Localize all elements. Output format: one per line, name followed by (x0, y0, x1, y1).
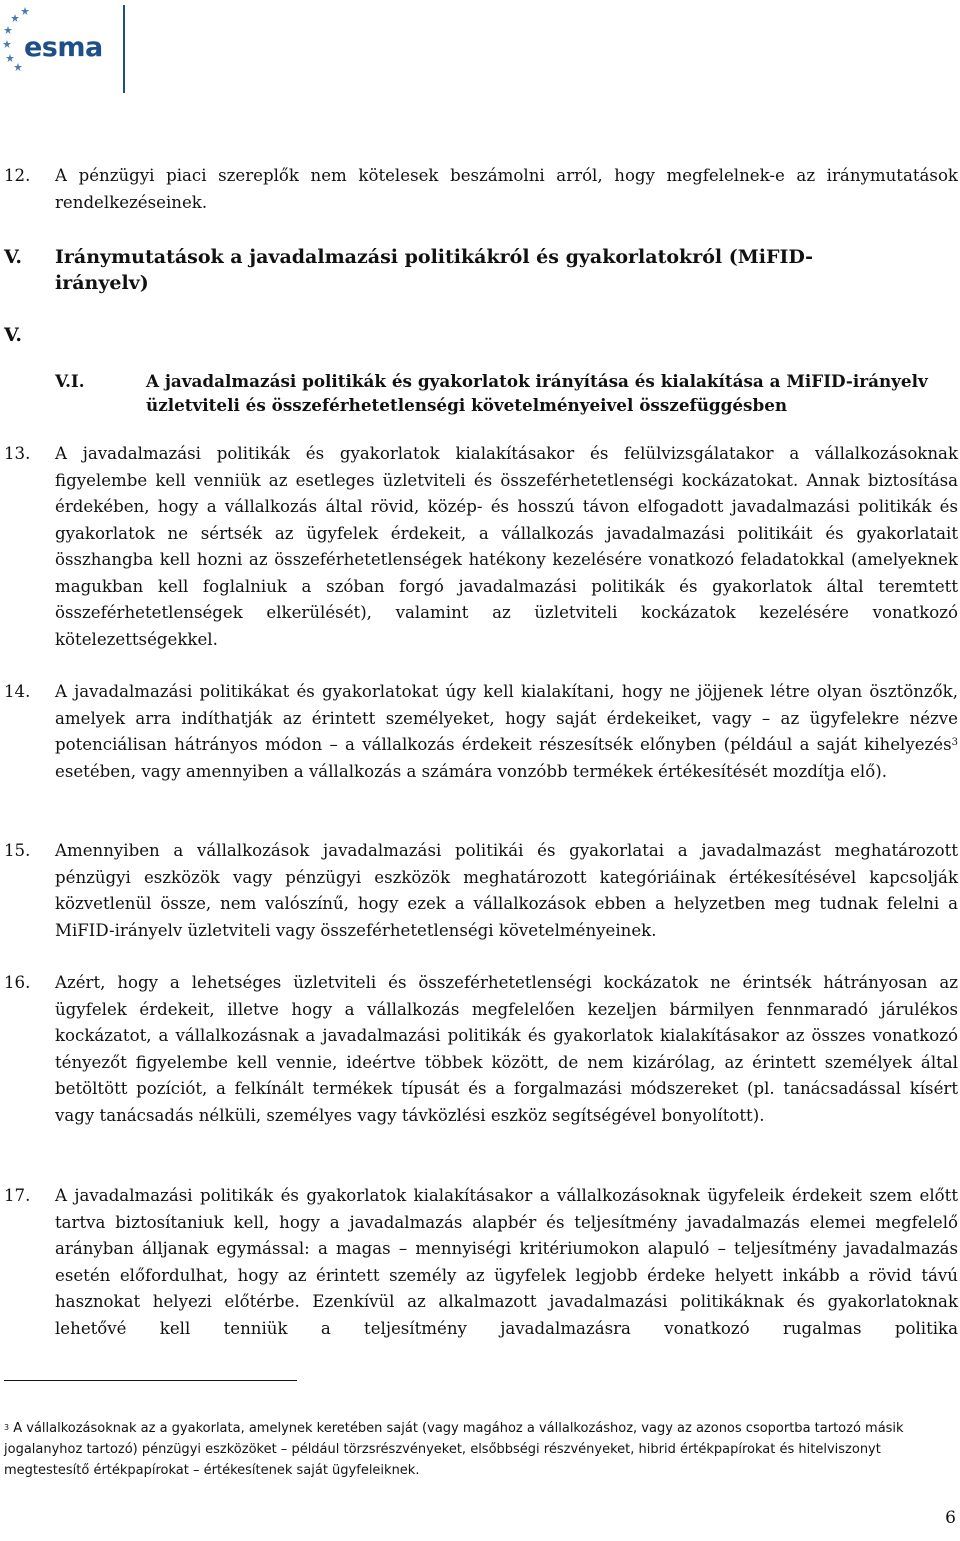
paragraph-number: 16. (4, 973, 31, 992)
paragraph-number: 12. (4, 166, 31, 185)
section-number: V. (4, 246, 23, 268)
section-title: Iránymutatások a javadalmazási politikákról és gyakorlatokról (MiFID-irányelv) (55, 246, 814, 294)
paragraph-number: 15. (4, 841, 31, 860)
section-stub-number: V. (4, 324, 23, 346)
logo-divider (123, 5, 125, 93)
paragraph-text: Amennyiben a vállalkozások javadalmazási politikái és gyakorlatai a javadalmazást meghatározott pénzügyi eszközök vagy pénzügyi eszközök meghatározott kategóriáinak értékesítésével kapcsolják közvetlenül össze, nem valószínű, hogy ezek a vállalkozások ebben a helyzetben meg tudnak felelni a MiFID-irányelv üzletviteli vagy összeférhetetlenségi követelményeinek. (55, 841, 958, 940)
footnote-separator (4, 1380, 297, 1381)
footnote (4, 1418, 954, 1481)
paragraph-text-part: A javadalmazási politikákat és gyakorlatokat úgy kell kialakítani, hogy ne jöjjenek létre olyan ösztönzők, amelyek arra indíthatják az érintett személyeket, hogy saját érdekeiket, vagy – az ügyfelekre nézve potenciálisan hátrányos módon – a vállalkozás érdekeit részesítsék előnyben (például a saját kihelyezés (55, 682, 958, 754)
footnote-marker: 3 (4, 1423, 10, 1432)
subsection-number: V.I. (55, 371, 85, 391)
page-number: 6 (945, 1508, 956, 1528)
paragraph-number: 13. (4, 444, 31, 463)
paragraph-number: 14. (4, 682, 31, 701)
logo-wordmark: esma (24, 32, 103, 63)
subsection-title: A javadalmazási politikák és gyakorlatok irányítása és kialakítása a MiFID-irányelv üzletviteli és összeférhetetlenségi követelményeivel összefüggésben (146, 371, 928, 415)
paragraph-text: A pénzügyi piaci szereplők nem kötelesek beszámolni arról, hogy megfelelnek-e az iránymutatások rendelkezéseinek. (55, 166, 958, 212)
footnote-text: A vállalkozásoknak az a gyakorlata, amelynek keretében saját (vagy magához a vállalkozáshoz, vagy az azonos csoportba tartozó másik jogalanyhoz tartozó) pénzügyi eszközöket – például törzsrészvényeket, elsőbbségi részvényeket, hibrid értékpapírokat és hitelviszonyt megtestesítő értékpapírokat – értékesítenek saját ügyfeleiknek. (4, 1421, 904, 1478)
paragraph-text (55, 679, 958, 785)
paragraph-text: A javadalmazási politikák és gyakorlatok kialakításakor és felülvizsgálatakor a vállalkozásoknak figyelembe kell venniük az esetleges üzletviteli és összeférhetetlenségi kockázatokat. Annak biztosítása érdekében, hogy a vállalkozás által rövid, közép- és hosszú távon elfogadott javadalmazási politikák és gyakorlatok ne sértsék az ügyfelek érdekeit, a vállalkozás javadalmazási politikáit és gyakorlatait összhangba kell hozni az összeférhetetlenségek hatékony kezelésére vonatkozó feladatokkal (amelyeknek magukban kell foglalniuk a szóban forgó javadalmazási politikák és gyakorlatok által teremtett összeférhetetlenségek elkerülését), valamint az üzletviteli kockázatok kezelésére vonatkozó kötelezettségekkel. (55, 444, 958, 649)
paragraph-text-part: esetében, vagy amennyiben a vállalkozás a számára vonzóbb termékek értékesítését mozdítja elő). (55, 761, 887, 781)
esma-logo (0, 0, 130, 100)
paragraph-text: A javadalmazási politikák és gyakorlatok kialakításakor a vállalkozásoknak ügyfeleik érdekeit szem előtt tartva biztosítaniuk kell, hogy a javadalmazás alapbér és teljesítmény javadalmazás elemei megfelelő arányban álljanak egymással: a magas – mennyiségi kritériumokon alapuló – teljesítmény javadalmazás esetén előfordulhat, hogy az érintett személy az ügyfelek legjobb érdeke helyett inkább a rövid távú hasznokat helyezi előtérbe. Ezenkívül az alkalmazott javadalmazási politikáknak és gyakorlatoknak lehetővé kell tenniük a teljesítmény javadalmazásra vonatkozó rugalmas politika (55, 1186, 958, 1338)
paragraph-number: 17. (4, 1186, 31, 1205)
footnote-reference[interactable]: 3 (951, 737, 958, 748)
paragraph-text: Azért, hogy a lehetséges üzletviteli és összeférhetetlenségi kockázatok ne érintsék hátrányosan az ügyfelek érdekeit, illetve hogy a vállalkozás megfelelően kezeljen bármilyen fennmaradó járulékos kockázatot, a vállalkozásnak a javadalmazási politikák és gyakorlatok kialakításakor az összes vonatkozó tényezőt figyelembe kell vennie, ideértve többek között, de nem kizárólag, az érintett személyek által betöltött pozíciót, a felkínált termékek típusát és a forgalmazási módszereket (pl. tanácsadással kísért vagy tanácsadás nélküli, személyes vagy távközlési eszköz segítségével bonyolított). (55, 973, 958, 1125)
